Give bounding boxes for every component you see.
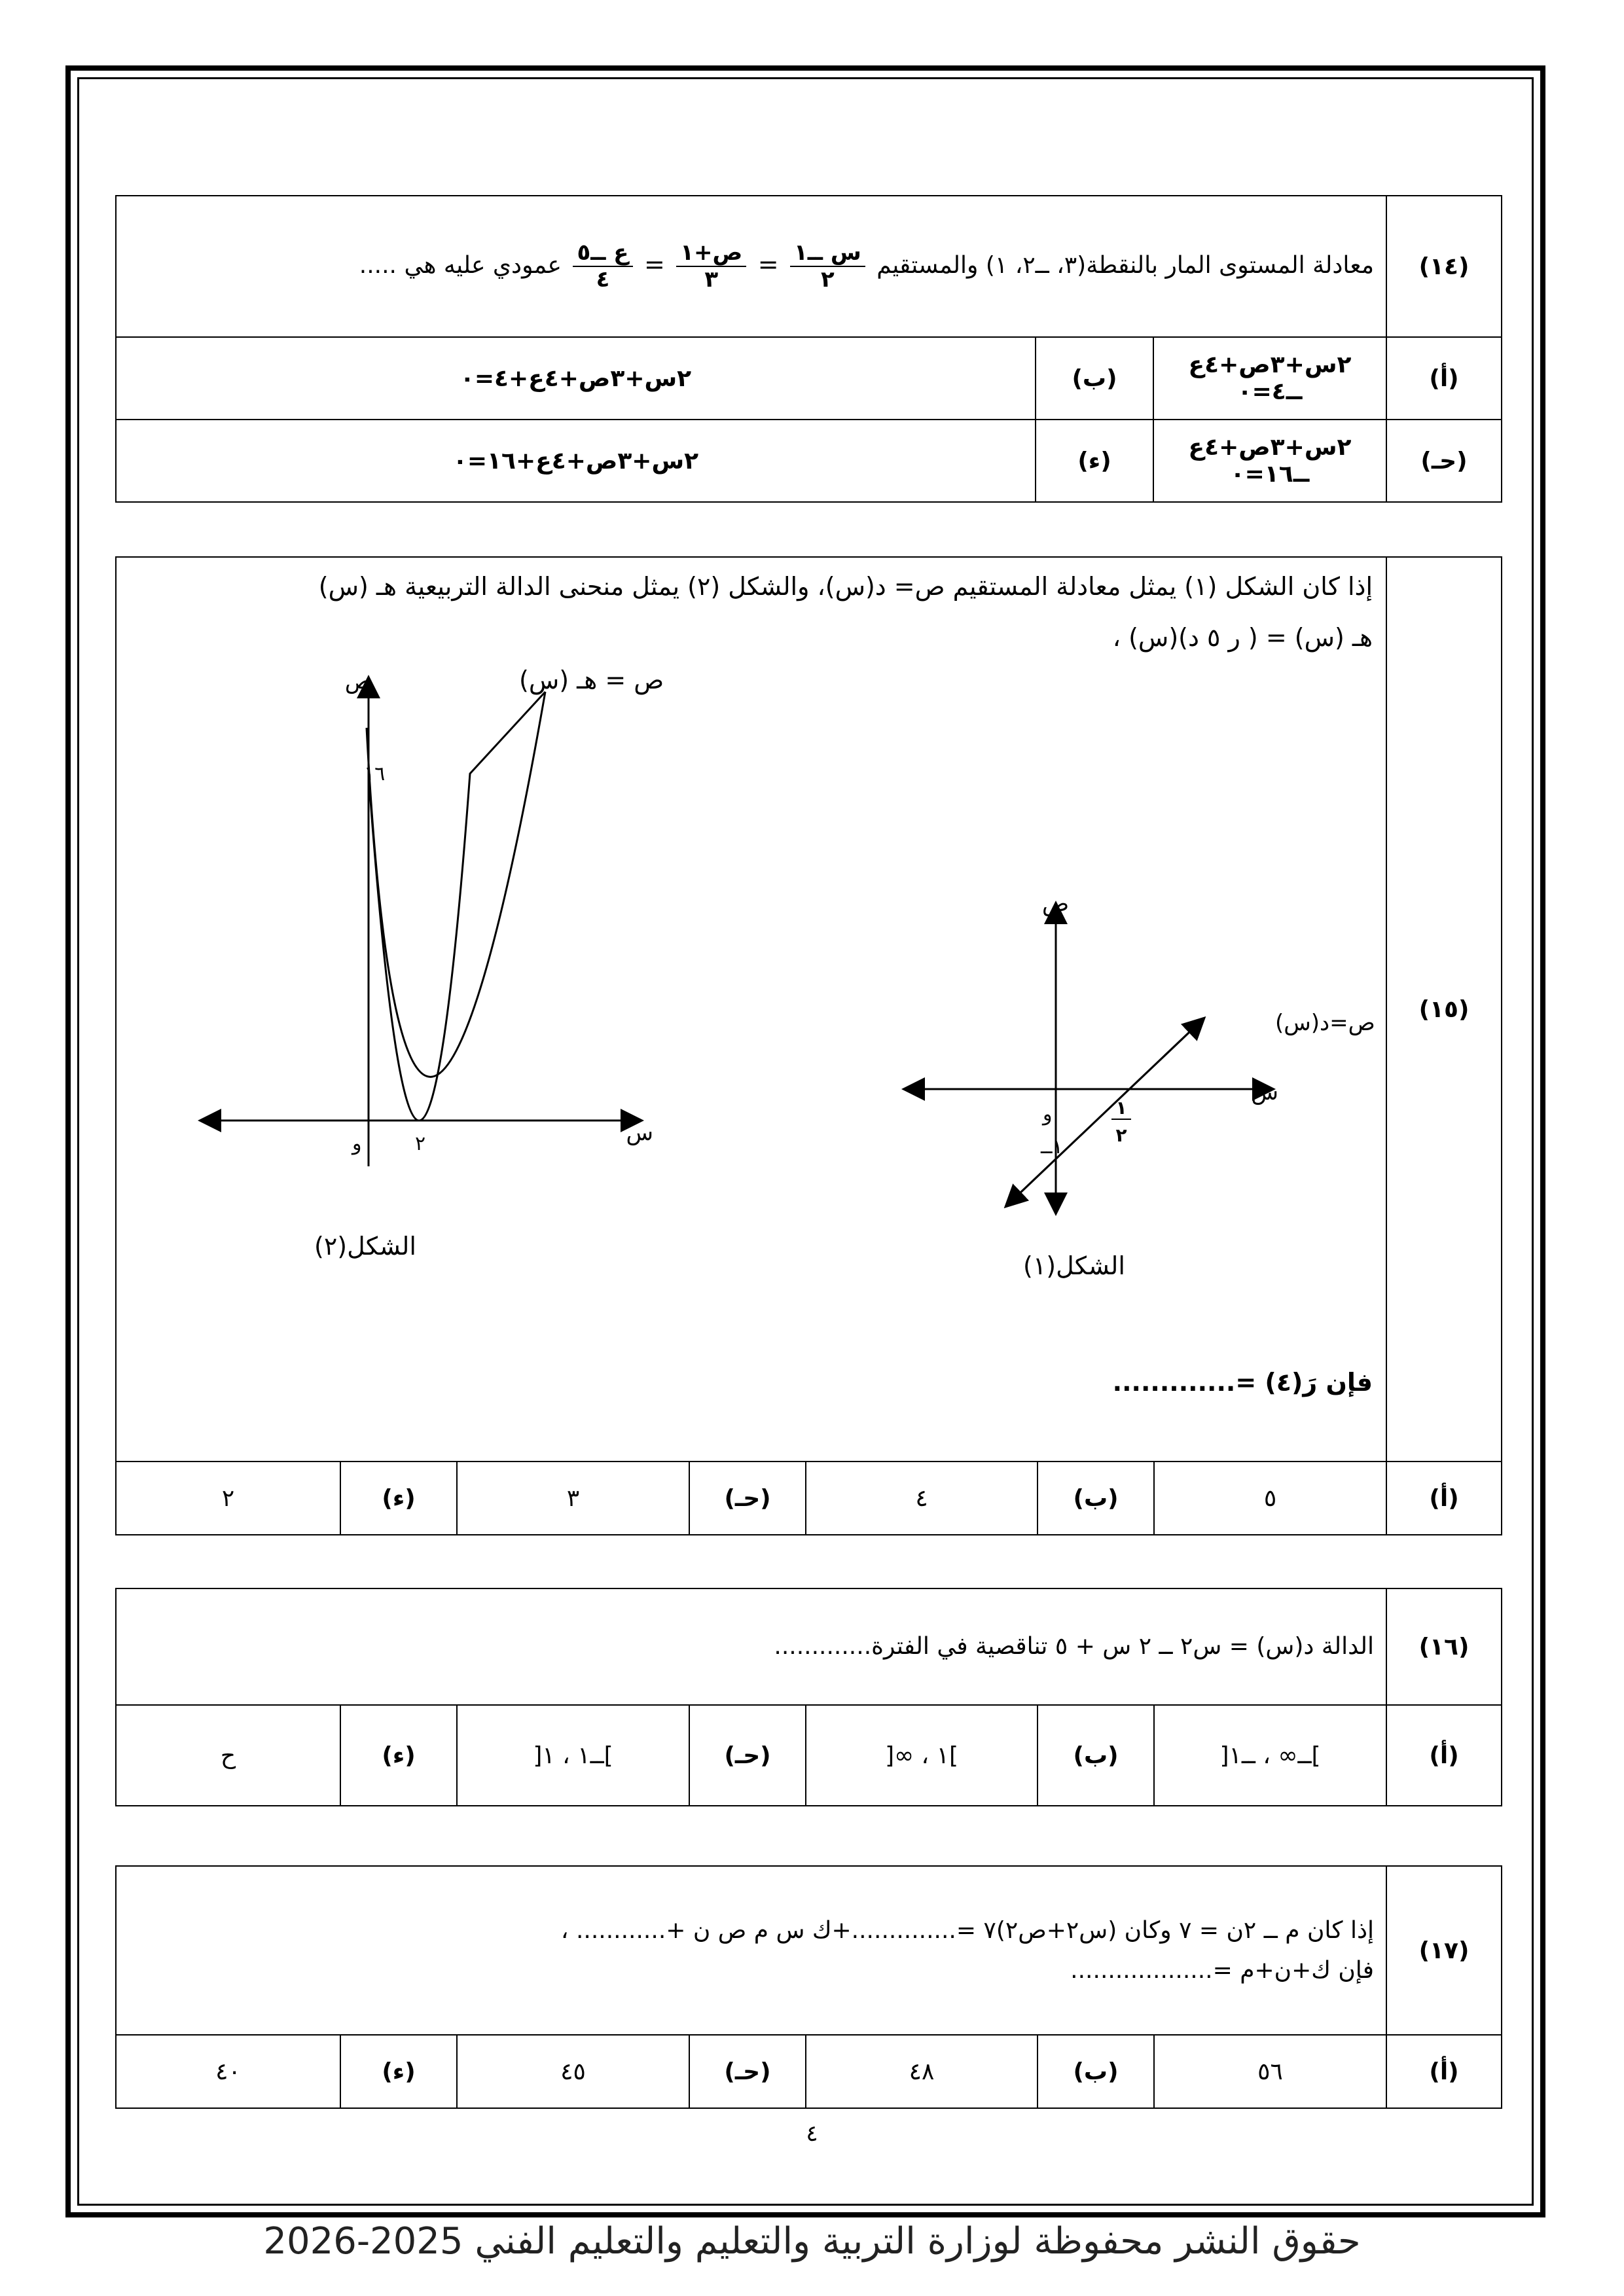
question-17 (115, 1865, 1502, 2109)
question-body (116, 557, 1386, 1462)
question-number: (١٧) (1386, 1866, 1502, 2035)
copyright-footer: حقوق النشر محفوظة لوزارة التربية والتعليم والتعليم الفني 2025-2026 (263, 2220, 1361, 2263)
question-stem (116, 1866, 1386, 2035)
option-label[interactable]: (أ) (1386, 1462, 1502, 1535)
y-intercept-label: ١ــ (1041, 1136, 1063, 1158)
page-number: ٤ (806, 2121, 818, 2147)
x-axis-label: س (626, 1120, 653, 1146)
option-label[interactable]: (ب) (1038, 1462, 1154, 1535)
origin-label: و (352, 1132, 362, 1155)
stem-line-2: هـ (س) = ( ر ٥ د)(س) ، (1112, 623, 1373, 652)
fraction: $\frac{\text{ع ــ٥}}{٤}$ (573, 240, 632, 293)
option-c[interactable]: ٣ (457, 1462, 689, 1535)
option-label[interactable]: (ء) (1036, 420, 1153, 502)
vertex-x-label: ٢ (414, 1132, 426, 1155)
option-label[interactable]: (ب) (1038, 1705, 1154, 1806)
figure-1-title: الشكل(١) (1023, 1251, 1125, 1280)
question-number: (١٤) (1386, 196, 1502, 337)
option-c[interactable]: ]ــ١ ، ١[ (457, 1705, 689, 1806)
stem-line-2: فإن ك+ن+م =................... (1070, 1957, 1374, 1984)
option-label[interactable]: (حـ) (1386, 420, 1502, 502)
option-a[interactable]: ٥٦ (1154, 2035, 1386, 2108)
option-label[interactable]: (حـ) (689, 1462, 806, 1535)
x-intercept-top: ١ (1115, 1097, 1127, 1119)
question-14 (115, 195, 1502, 503)
option-label[interactable]: (ب) (1036, 337, 1153, 420)
option-b[interactable]: ]١ ، ∞[ (806, 1705, 1038, 1806)
question-16 (115, 1588, 1502, 1806)
question-ask: فإن رَ(٤) =............. (1112, 1368, 1373, 1397)
y-axis-label: ص (1042, 891, 1070, 917)
option-label[interactable]: (ء) (340, 2035, 457, 2108)
parabola-curve (369, 692, 545, 1121)
curve-label: ص=د(س) (1275, 1010, 1375, 1036)
curve-label: ص = هـ (س) (519, 666, 664, 694)
fraction: $\frac{\text{ص+١}}{٣}$ (676, 240, 746, 293)
option-d[interactable]: ٢ (116, 1462, 340, 1535)
option-a[interactable]: ٢س+٣ص+٤ع ــ٤=٠ (1153, 337, 1386, 420)
stem-line-1: إذا كان الشكل (١) يمثل معادلة المستقيم ص= د(س)، والشكل (٢) يمثل منحنى الدالة التربيعية هـ (س) (318, 572, 1373, 601)
option-label[interactable]: (أ) (1386, 2035, 1502, 2108)
option-c[interactable]: ٢س+٣ص+٤ع ــ١٦=٠ (1153, 420, 1386, 502)
option-b[interactable]: ٤ (806, 1462, 1038, 1535)
origin-label: و (1043, 1103, 1053, 1126)
question-number: (١٥) (1386, 557, 1502, 1462)
option-b[interactable]: ٢س+٣ص+٤ع+٤=٠ (116, 337, 1036, 420)
option-a[interactable]: ]ــ∞ ، ــ١[ (1154, 1705, 1386, 1806)
option-label[interactable]: (حـ) (689, 1705, 806, 1806)
question-number: (١٦) (1386, 1588, 1502, 1705)
stem-line-1: إذا كان م ــ ٢ن = ٧ وكان (س٢+ص٢)٧ =..............+ك س م ص ن +............ ، (560, 1916, 1374, 1944)
option-a[interactable]: ٥ (1154, 1462, 1386, 1535)
question-15 (115, 556, 1502, 1535)
option-b[interactable]: ٤٨ (806, 2035, 1038, 2108)
stem-text: عمودي عليه هي ..... (359, 252, 562, 279)
x-intercept-bottom: ٢ (1115, 1124, 1127, 1146)
x-axis-label: س (1251, 1079, 1278, 1105)
option-label[interactable]: (أ) (1386, 337, 1502, 420)
stem-text: معادلة المستوى المار بالنقطة(٣، ــ٢، ١) والمستقيم (876, 252, 1374, 279)
question-stem: الدالة د(س) = س٢ ــ ٢ س + ٥ تناقصية في الفترة............. (116, 1588, 1386, 1705)
fraction: $\frac{\text{س ــ١}}{٢}$ (790, 240, 865, 293)
option-label[interactable]: (حـ) (689, 2035, 806, 2108)
figure-2-title: الشكل(٢) (314, 1232, 416, 1261)
option-label[interactable]: (أ) (1386, 1705, 1502, 1806)
figure-1-line-graph (902, 885, 1375, 1278)
figure-2-parabola-graph (195, 662, 719, 1166)
option-d[interactable]: ح (116, 1705, 340, 1806)
y-intercept-label: ١٦ (364, 762, 386, 785)
question-stem: معادلة المستوى المار بالنقطة(٣، ــ٢، ١) والمستقيم $\frac{\text{س ــ١}}{٢}$ = $\frac{\text{ص+١}}{٣}$ = $\frac{\text{ع ــ٥}}{٤}$ عمودي عليه هي ..... (116, 196, 1386, 337)
option-label[interactable]: (ب) (1038, 2035, 1154, 2108)
y-axis-label: ص (344, 668, 372, 694)
option-label[interactable]: (ء) (340, 1705, 457, 1806)
option-d[interactable]: ٤٠ (116, 2035, 340, 2108)
option-label[interactable]: (ء) (340, 1462, 457, 1535)
option-d[interactable]: ٢س+٣ص+٤ع+١٦=٠ (116, 420, 1036, 502)
option-c[interactable]: ٤٥ (457, 2035, 689, 2108)
